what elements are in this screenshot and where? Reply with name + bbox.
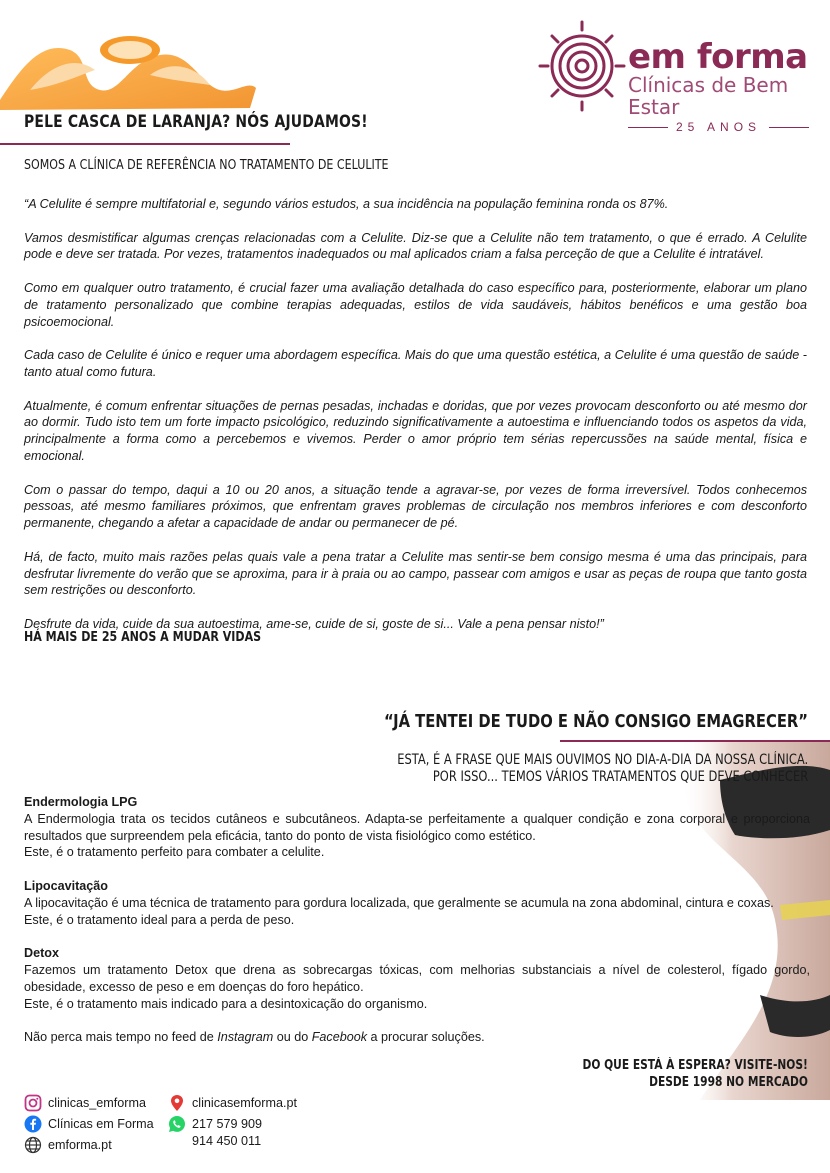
cta-line1: DO QUE ESTÁ À ESPERA? VISITE-NOS!: [582, 1058, 808, 1073]
contact-phone-2[interactable]: [168, 1133, 297, 1149]
cta-line2: DESDE 1998 NO MERCADO: [649, 1075, 808, 1090]
contact-website[interactable]: [24, 1135, 154, 1155]
logo-subtitle: Clínicas de Bem Estar: [628, 73, 789, 119]
logo-sun-spiral-icon: [538, 18, 626, 114]
closing-slogan: HÁ MAIS DE 25 ANOS A MUDAR VIDAS: [24, 629, 262, 645]
instagram-icon: [24, 1094, 42, 1112]
contact-facebook[interactable]: [24, 1114, 154, 1134]
article-paragraph: Com o passar do tempo, daqui a 10 ou 20 anos, a situação tende a agravar-se, por vezes de forma irreversível. Todos conhecemos pessoas, até mesmo familiares próximos, que enfrentam graves problemas de circulação nos membros inferiores e com desconforto permanente, chegando a afetar a capacidade de andar ou permanecer de pé.: [24, 482, 807, 531]
treatment-item: [24, 794, 810, 861]
article-paragraph: Há, de facto, muito mais razões pelas quais vale a pena tratar a Celulite mas sentir-se bem consigo mesma é uma das principais, para desfrutar livremente do verão que se aproxima, para ir à praia ou ao campo, passear com amigos e usar as peças de roupa que tanto gosta sem restrições ou desconforto.: [24, 549, 807, 598]
treatment-note: Este, é o tratamento ideal para a perda de peso.: [24, 912, 295, 927]
logo-years: [628, 120, 830, 134]
section2-divider: [560, 740, 830, 742]
contact-location[interactable]: [168, 1093, 297, 1113]
treatment-note: Este, é o tratamento perfeito para combater a celulite.: [24, 845, 325, 860]
article-paragraph: Como em qualquer outro tratamento, é crucial fazer uma avaliação detalhada do caso específico para, posteriormente, elaborar um plano de tratamento personalizado que combine terapias adequadas, estilos de vida saudáveis, hábitos benéficos e uma gestão boa psicoemocional.: [24, 280, 807, 329]
treatment-note: Este, é o tratamento mais indicado para a desintoxicação do organismo.: [24, 996, 428, 1011]
location-url: clinicasemforma.pt: [192, 1096, 297, 1110]
logo-years-text: 25 ANOS: [676, 120, 762, 134]
section2-subtitle: [397, 752, 808, 786]
website-url: emforma.pt: [48, 1138, 112, 1152]
contact-instagram[interactable]: [24, 1093, 154, 1113]
article-body: [24, 196, 807, 650]
page-subtitle: SOMOS A CLÍNICA DE REFERÊNCIA NO TRATAMENTO DE CELULITE: [24, 157, 389, 173]
contacts-right: [168, 1093, 297, 1149]
section2-subtitle-line1: ESTA, É A FRASE QUE MAIS OUVIMOS NO DIA-A-DIA DA NOSSA CLÍNICA.: [397, 752, 808, 768]
article-paragraph: “A Celulite é sempre multifatorial e, segundo vários estudos, a sua incidência na população feminina ronda os 87%.: [24, 197, 669, 211]
social-line-c: ou do: [273, 1030, 312, 1045]
section2-subtitle-line2: POR ISSO... TEMOS VÁRIOS TRATAMENTOS QUE DEVE CONHECER: [432, 769, 808, 785]
logo: [628, 37, 830, 134]
globe-icon: [24, 1136, 42, 1154]
facebook-icon: [24, 1115, 42, 1133]
treatment-item: [24, 945, 810, 1012]
treatments-list: [24, 794, 810, 1046]
whatsapp-icon: [168, 1115, 186, 1133]
article-paragraph: Cada caso de Celulite é único e requer uma abordagem específica. Mais do que uma questão estética, a Celulite é uma questão de saúde - tanto atual como futura.: [24, 348, 807, 379]
page-title: PELE CASCA DE LARANJA? NÓS AJUDAMOS!: [24, 112, 368, 132]
treatment-name: Detox: [24, 946, 59, 961]
social-line-facebook: Facebook: [311, 1030, 368, 1045]
phone-number-1: 217 579 909: [192, 1117, 263, 1131]
treatment-item: [24, 878, 810, 928]
contact-phone[interactable]: [168, 1115, 297, 1133]
treatment-description: A Endermologia trata os tecidos cutâneos e subcutâneos. Adapta-se perfeitamente a qualquer condição e zona corporal e proporciona resultados que surpreendem pela eficácia, tanto do ponto de vista fisiológico como estético.: [24, 811, 810, 843]
orange-peel-image: [0, 30, 260, 110]
treatment-name: Endermologia LPG: [24, 795, 138, 809]
logo-brand: em forma: [628, 37, 808, 77]
social-line-e: a procurar soluções.: [367, 1030, 485, 1045]
social-line-a: Não perca mais tempo no feed de: [24, 1030, 218, 1045]
treatment-description: A lipocavitação é uma técnica de tratamento para gordura localizada, que geralmente se acumula na zona abdominal, cintura e coxas.: [24, 895, 774, 910]
social-line: [24, 1029, 810, 1046]
phone-number-2: 914 450 011: [192, 1134, 262, 1148]
title-divider: [0, 143, 290, 145]
article-paragraph: Atualmente, é comum enfrentar situações de pernas pesadas, inchadas e doridas, que por vezes provocam desconforto ou até mesmo dor ao dormir. Tudo isto tem um forte impacto psicológico, reduzindo significativamente a autoestima e influenciando todos os aspetos da vida, principalmente a forma como a percebemos e vivemos. Perder o amor próprio tem sérias repercussões na saúde mental, física e emocional.: [24, 398, 807, 463]
section2-title: “JÁ TENTEI DE TUDO E NÃO CONSIGO EMAGRECER”: [384, 711, 808, 732]
article-paragraph: Vamos desmistificar algumas crenças relacionadas com a Celulite. Diz-se que a Celulite não tem tratamento, o que é errado. A Celulite pode e deve ser tratada. Por vezes, tratamentos inadequados ou mal aplicados criam a falsa perceção de que a Celulite é intratável.: [24, 230, 807, 262]
treatment-name: Lipocavitação: [24, 878, 108, 893]
call-to-action: [583, 1057, 808, 1091]
instagram-handle: clinicas_emforma: [48, 1096, 146, 1110]
treatment-description: Fazemos um tratamento Detox que drena as sobrecargas tóxicas, com melhorias substanciais a nível de colesterol, fígado gordo, obesidade, excesso de peso e em doenças do foro hepático.: [24, 962, 810, 994]
article-paragraph: Desfrute da vida, cuide da sua autoestima, ame-se, cuide de si, goste de si... Vale a pena pensar nisto!”: [24, 616, 604, 631]
location-pin-icon: [168, 1094, 186, 1112]
contacts-left: [24, 1093, 154, 1155]
social-line-instagram: Instagram: [217, 1030, 274, 1045]
facebook-page: Clínicas em Forma: [48, 1117, 154, 1131]
